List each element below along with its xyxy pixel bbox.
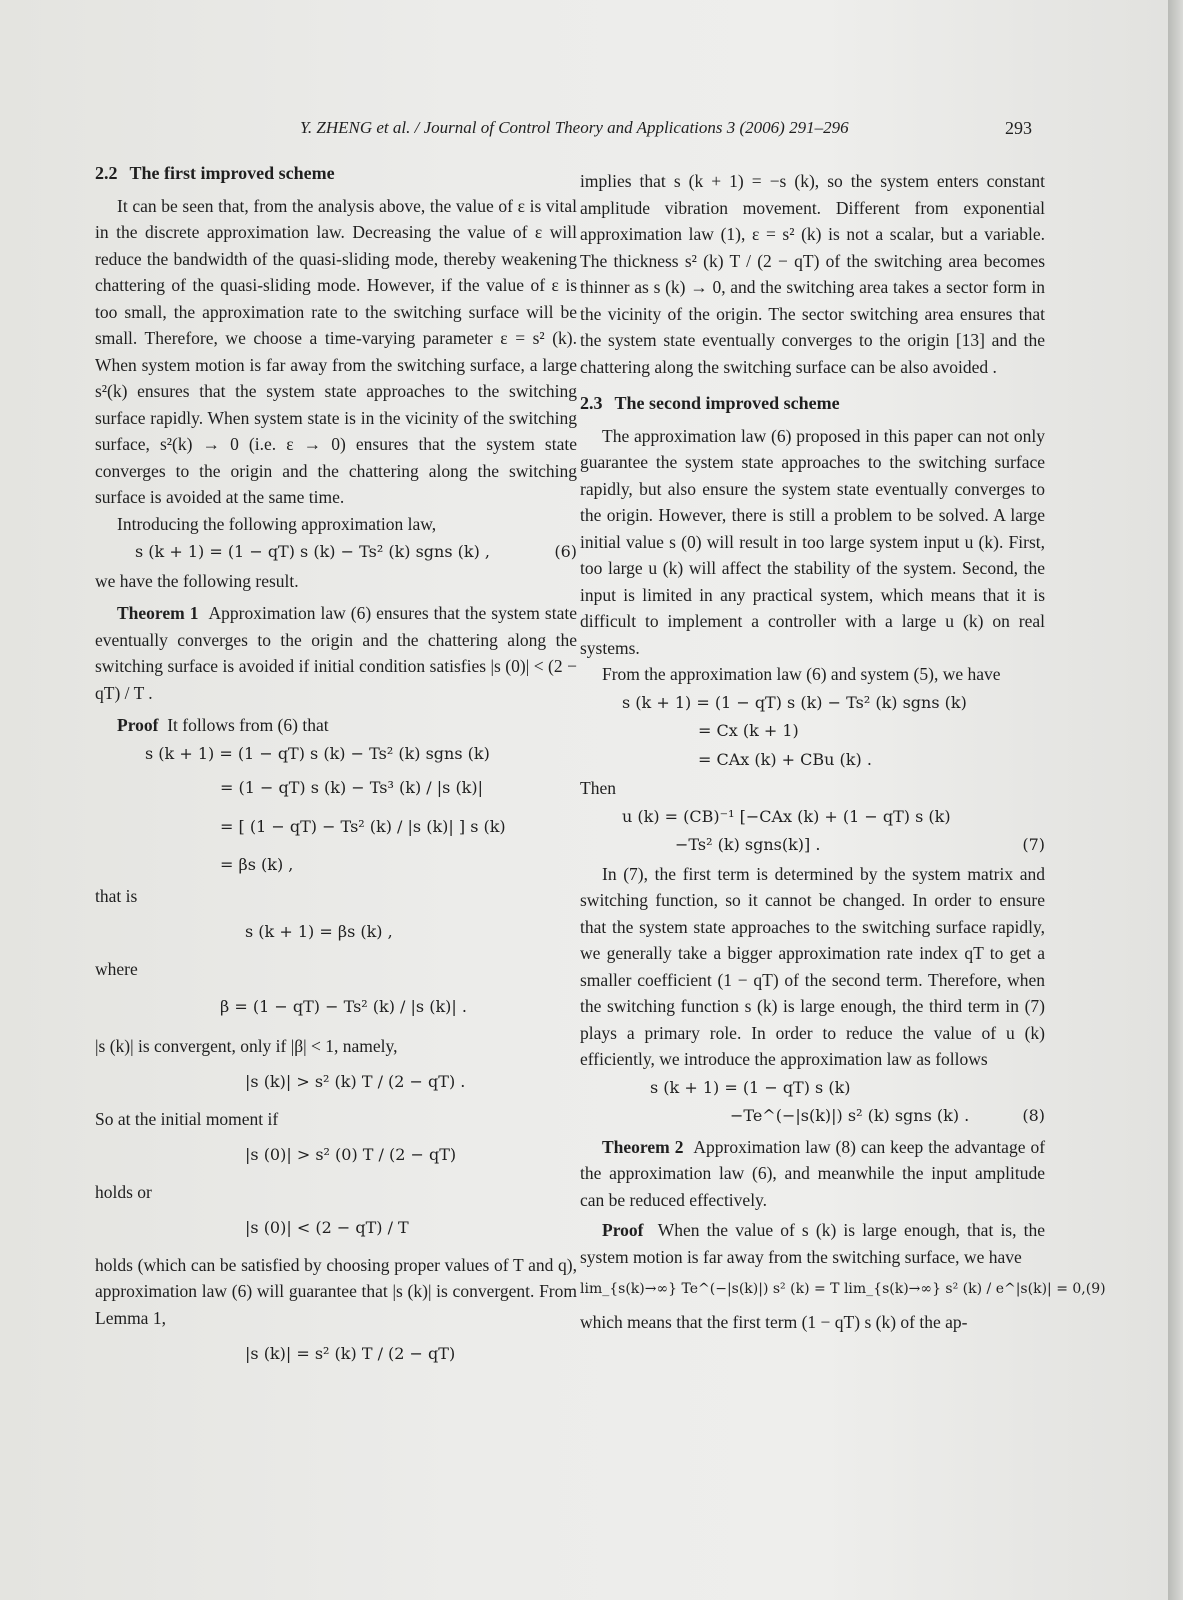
equation-line: = CAx (k) + CBu (k) . bbox=[698, 749, 872, 769]
proof bbox=[95, 712, 577, 739]
running-head: Y. ZHENG et al. / Journal of Control Theory and Applications 3 (2006) 291–296 bbox=[300, 118, 849, 137]
text-label: holds or bbox=[95, 1181, 152, 1202]
proof-text: When the value of s (k) is large enough, that is, the system motion is far away from the switching surface, we have bbox=[580, 1220, 1046, 1267]
equation-text: −Te^(−|s(k)|) s² (k) sgns (k) . bbox=[730, 1106, 970, 1125]
paragraph: holds (which can be satisfied by choosing proper values of T and q), approximation law (6) will guarantee that |s (k)| is convergent. From Lemma 1, bbox=[95, 1254, 577, 1328]
page-edge bbox=[1168, 0, 1183, 1600]
equation-line: s (k + 1) = βs (k) , bbox=[245, 922, 393, 941]
paragraph: implies that s (k + 1) = −s (k), so the system enters constant amplitude vibration movement. Different from exponential approximation law (1), ε = s² (k) is not a scalar, but a variable. The thickness s² (k) T / (2 − qT) of the switching area becomes thinner as s (k) → 0, and the switching area takes a sector form in the vicinity of the origin. The sector switching area ensures that the system state eventually converges to the origin [13] and the chattering along the switching surface can be also avoided . bbox=[580, 171, 1045, 377]
equation-line: s (k + 1) = (1 − qT) s (k) − Ts² (k) sgns (k) bbox=[622, 692, 967, 712]
page-number: 293 bbox=[1005, 118, 1032, 138]
paragraph: The approximation law (6) proposed in this paper can not only guarantee the system state approaches to the switching surface rapidly, but also ensure the system state eventually converges to the origin. However, there is still a problem to be solved. A large initial value s (0) will result in too large system input u (k). First, too large u (k) will affect the stability of the system. Second, the input is limited in any practical system, which means that it is difficult to implement a controller with a large u (k) on real systems. bbox=[580, 425, 1045, 658]
equation-text: −Ts² (k) sgns(k)] . bbox=[675, 835, 821, 854]
section-title: The second improved scheme bbox=[614, 393, 840, 413]
equation-line: = (1 − qT) s (k) − Ts³ (k) / |s (k)| bbox=[220, 778, 484, 797]
theorem-1 bbox=[95, 600, 577, 706]
equation-line: s (k + 1) = (1 − qT) s (k) − Ts² (k) sgns (k) bbox=[145, 743, 490, 763]
section-heading bbox=[580, 390, 1045, 417]
right-column bbox=[580, 168, 1106, 1335]
equation-line: = βs (k) , bbox=[220, 855, 294, 874]
equation-line: = Cx (k + 1) bbox=[698, 721, 799, 740]
equation-text: lim_{s(k)→∞} Te^(−|s(k)|) s² (k) = T lim_{s(k)→∞} s² (k) / e^|s(k)| = 0, bbox=[580, 1281, 1086, 1297]
equation-line: β = (1 − qT) − Ts² (k) / |s (k)| . bbox=[220, 997, 467, 1016]
paragraph: It can be seen that, from the analysis above, the value of ε is vital in the discrete approximation law. Decreasing the value of ε will reduce the bandwidth of the quasi-sliding mode, thereby weakening chattering of the quasi-sliding mode. However, if the value of ε is too small, the approximation rate to the switching surface will be small. Therefore, we choose a time-varying parameter ε = s² (k). When system motion is far away from the switching surface, a large s²(k) ensures that the system state approaches to the switching surface rapidly. When system state is in the vicinity of the switching surface, s²(k) → 0 (i.e. ε → 0) ensures that the system state converges to the origin and the chattering along the switching surface is avoided at the same time. bbox=[95, 195, 577, 507]
paragraph: which means that the first term (1 − qT) s (k) of the ap- bbox=[580, 1311, 968, 1332]
proof-label: Proof bbox=[602, 1220, 644, 1240]
section-number: 2.2 bbox=[95, 163, 118, 183]
paragraph: Introducing the following approximation law, bbox=[117, 513, 437, 534]
equation-text: s (k + 1) = (1 − qT) s (k) − Ts² (k) sgns (k) , bbox=[135, 542, 490, 561]
text-label: Then bbox=[580, 778, 616, 798]
equation-7 bbox=[580, 832, 1045, 859]
theorem-text: Approximation law (6) ensures that the system state eventually converges to the origin and the chattering along the switching surface is avoided if initial condition satisfies |s (0)| < (2 − qT) / T . bbox=[95, 603, 578, 703]
equation-tag: (9) bbox=[1085, 1281, 1106, 1297]
theorem-label: Theorem 1 bbox=[117, 603, 199, 623]
equation-line: |s (k)| > s² (k) T / (2 − qT) . bbox=[245, 1072, 466, 1091]
section-title: The first improved scheme bbox=[129, 163, 335, 183]
text-label: where bbox=[95, 958, 138, 979]
theorem-2 bbox=[580, 1134, 1045, 1214]
equation-line: |s (k)| = s² (k) T / (2 − qT) bbox=[245, 1344, 456, 1363]
equation-line: |s (0)| < (2 − qT) / T bbox=[245, 1218, 409, 1237]
equation-tag: (6) bbox=[554, 542, 577, 561]
equation-tag: (7) bbox=[1022, 835, 1045, 854]
equation-line: = [ (1 − qT) − Ts² (k) / |s (k)| ] s (k) bbox=[220, 816, 506, 836]
equation-6 bbox=[95, 539, 577, 566]
equation-line: s (k + 1) = (1 − qT) s (k) bbox=[650, 1077, 851, 1097]
section-number: 2.3 bbox=[580, 393, 603, 413]
theorem-text: Approximation law (8) can keep the advantage of the approximation law (6), and meanwhile the input amplitude can be reduced effectively. bbox=[580, 1136, 1046, 1210]
equation-tag: (8) bbox=[1022, 1106, 1045, 1125]
equation-line: |s (0)| > s² (0) T / (2 − qT) bbox=[245, 1145, 457, 1164]
equation-8 bbox=[580, 1103, 1045, 1130]
section-heading bbox=[95, 160, 577, 187]
paragraph: So at the initial moment if bbox=[95, 1108, 279, 1129]
theorem-label: Theorem 2 bbox=[602, 1136, 684, 1157]
equation-9 bbox=[580, 1276, 1106, 1303]
paragraph: In (7), the first term is determined by the system matrix and switching function, so it cannot be changed. In order to ensure that the system state approaches to the switching surface rapidly, we generally take a bigger approximation rate index qT to get a smaller coefficient (1 − qT) of the second term. Therefore, when the switching function s (k) is large enough, the third term in (7) plays a primary role. In order to reduce the value of u (k) efficiently, we introduce the approximation law as follows bbox=[580, 863, 1045, 1069]
proof-label: Proof bbox=[117, 715, 159, 735]
proof bbox=[580, 1217, 1045, 1270]
left-column bbox=[95, 160, 577, 1378]
proof-text: It follows from (6) that bbox=[167, 715, 329, 735]
paragraph: |s (k)| is convergent, only if |β| < 1, namely, bbox=[95, 1035, 398, 1056]
paragraph: From the approximation law (6) and system (5), we have bbox=[602, 664, 1001, 684]
text-label: that is bbox=[95, 885, 138, 906]
paragraph: we have the following result. bbox=[95, 570, 299, 591]
equation-line: u (k) = (CB)⁻¹ [−CAx (k) + (1 − qT) s (k) bbox=[622, 806, 951, 826]
